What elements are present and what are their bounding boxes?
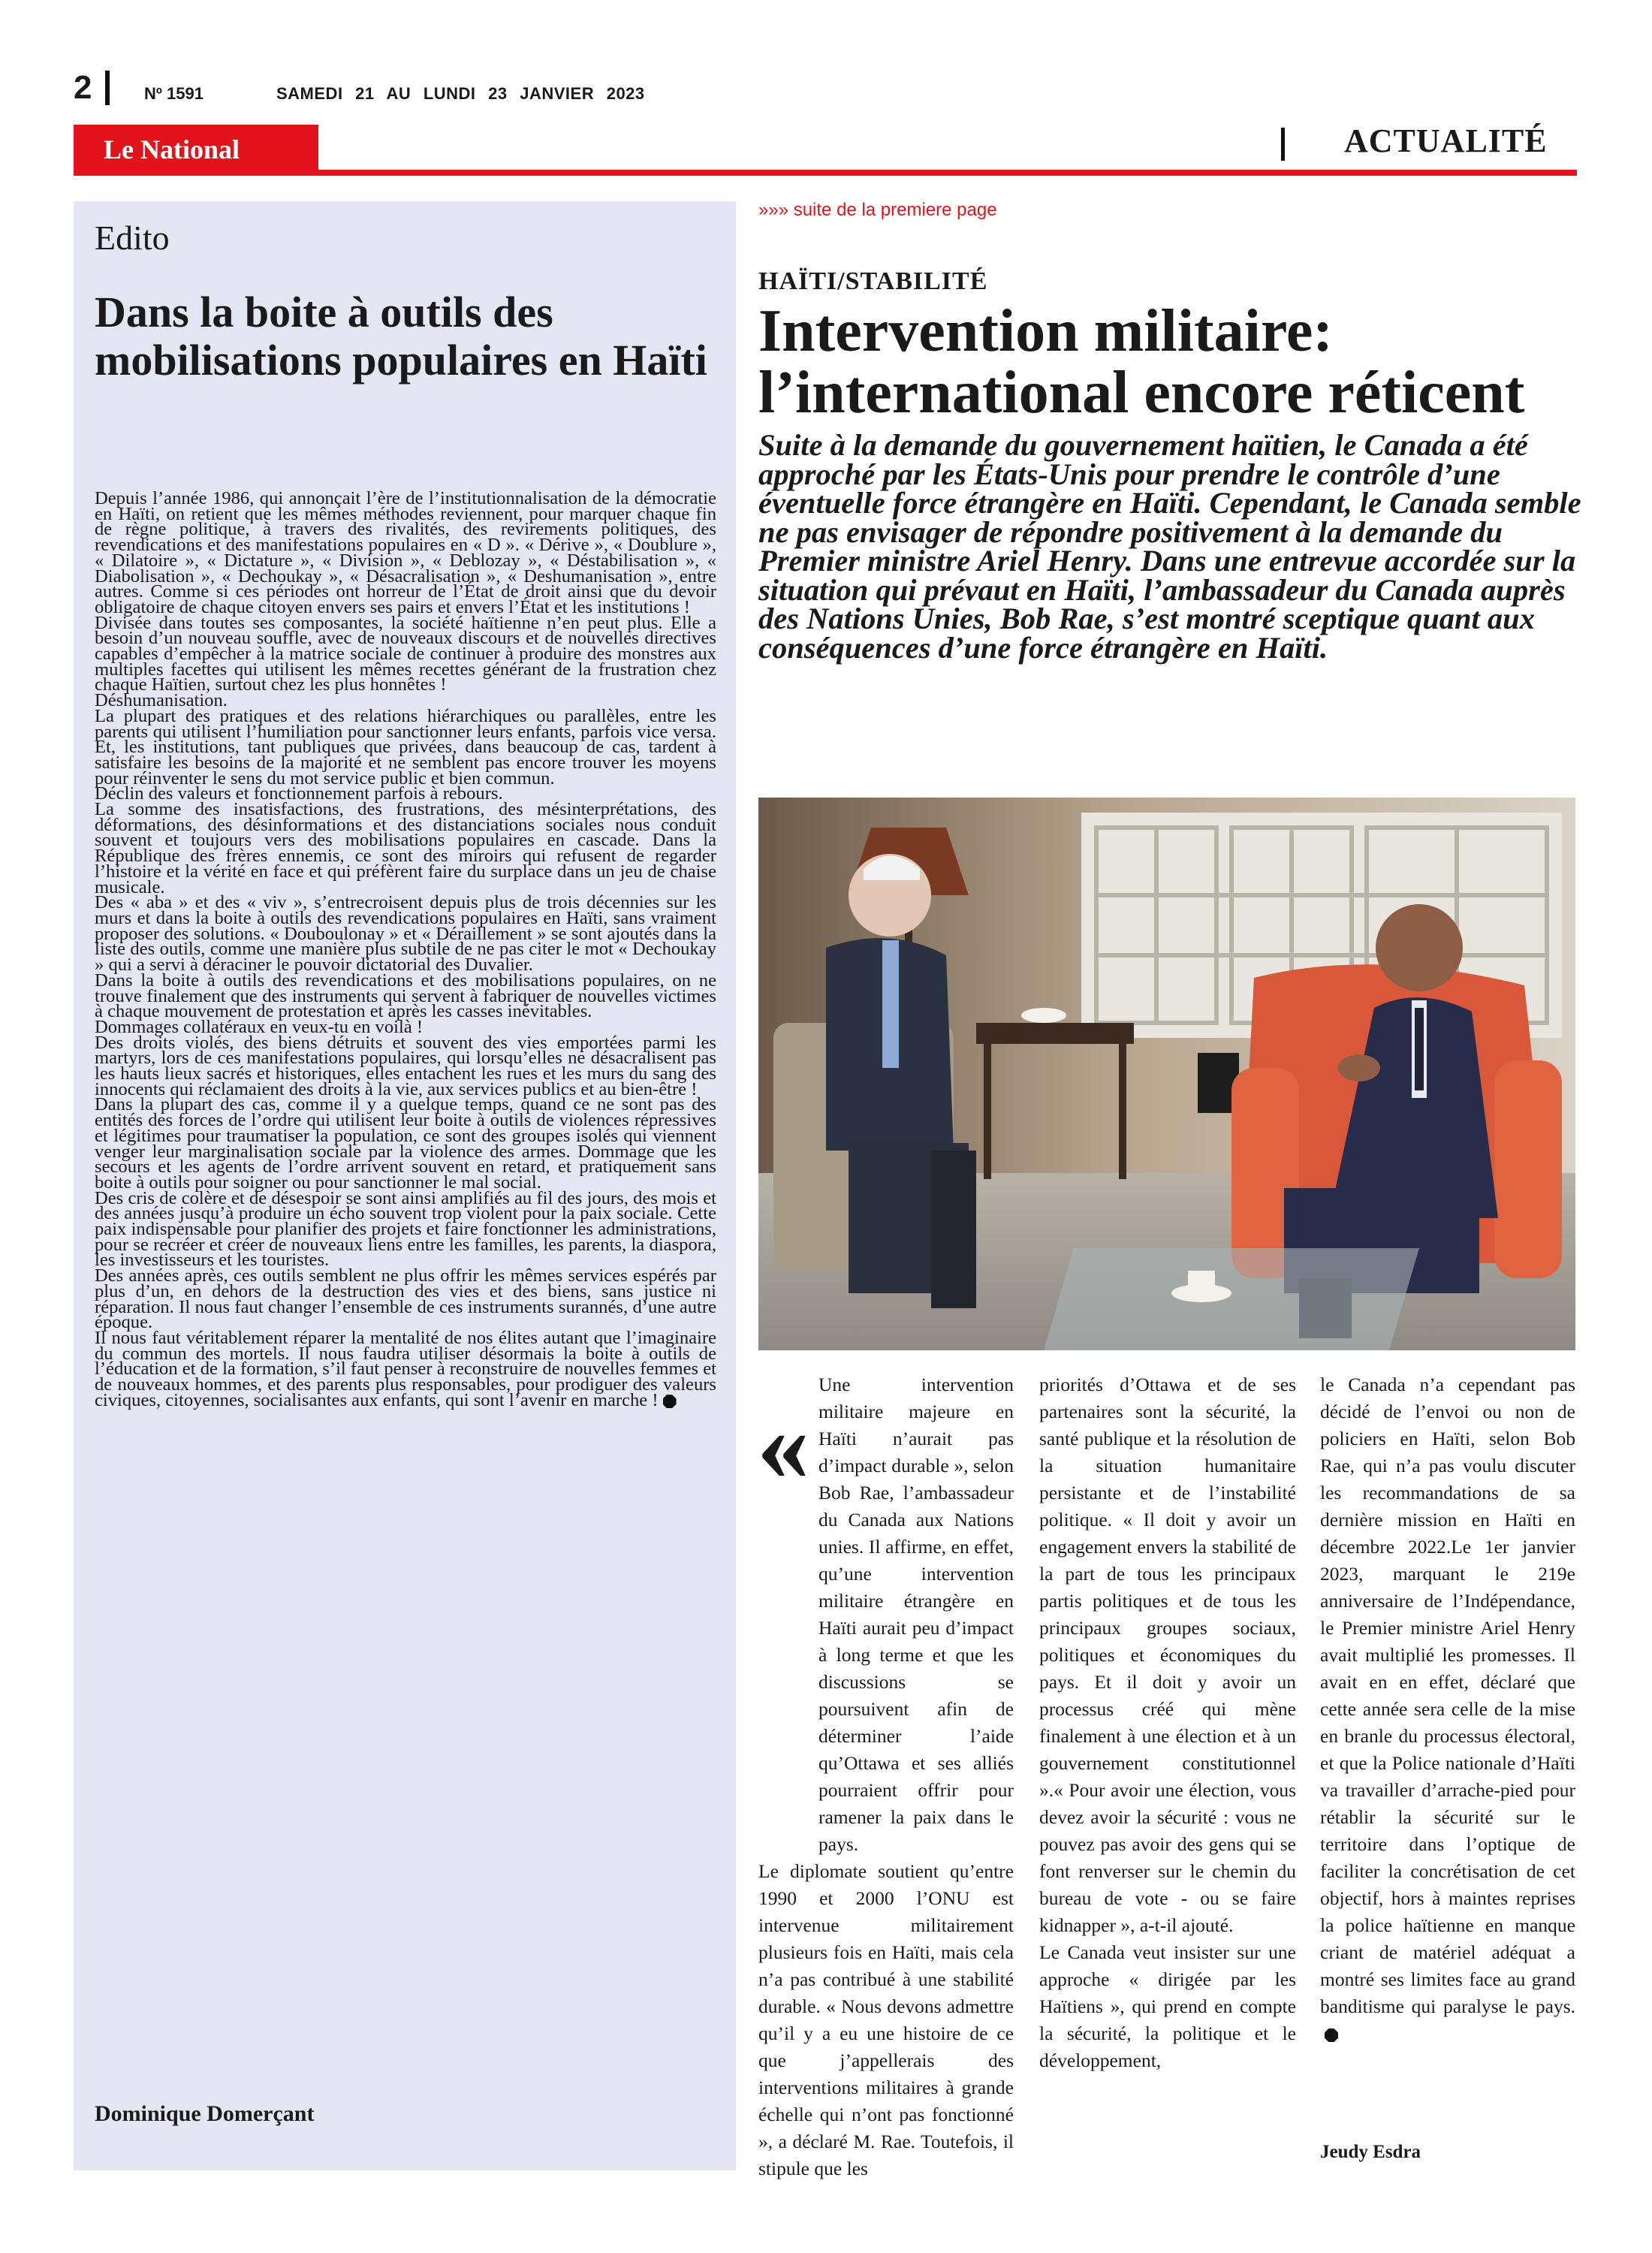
edito-paragraph: Dommages collatéraux en veux-tu en voilà ! xyxy=(95,1016,424,1037)
article-paragraph: priorités d’Ottawa et de ses partenaires sont la sécurité, la santé publique et la résolution de la situation humanitaire persistante et de l’instabilité politique. « Il doit y avoir un engagement envers la stabilité de la part de tous les principaux partis politiques et de tous les principaux groupes sociaux, politiques et économiques du pays. Et il doit y avoir un processus créé qui mène finalement à une élection et à un gouvernement constitutionnel ».« Pour avoir une élection, vous devez avoir la sécurité : vous ne pouvez pas avoir des gens qui se font renverser sur le chemin du bureau de vote - ou se faire kidnapper », a-t-il ajouté. xyxy=(1039,1374,1296,1936)
article-photo xyxy=(758,798,1575,1350)
edito-paragraph: La somme des insatisfactions, des frustrations, des mésinterprétations, des déformations, des désinformations et des distanciations sociales nous conduit souvent et toujours vers des mobilisations populaires en cascade. Dans la République des frères ennemis, ce sont des miroirs qui refusent de regarder l’histoire et la vérité en face et qui préfèrent faire du surplace dans un jeu de chaise musicale. xyxy=(95,799,716,897)
edito-paragraph: Déclin des valeurs et fonctionnement parfois à rebours. xyxy=(95,783,503,804)
article-paragraph: Le Canada veut insister sur une approche « dirigée par les Haïtiens », qui prend en compte la sécurité, la politique et le développement, xyxy=(1039,1941,1296,2071)
article-lead: Suite à la demande du gouvernement haïtien, le Canada a été approché par les États-Unis pour prendre le contrôle d’une éventuelle force étrangère en Haïti. Cependant, le Canada semble ne pas envisager de répondre positivement à la demande du Premier ministre Ariel Henry. Dans une entrevue accordée sur la situation qui prévaut en Haïti, l’ambassadeur du Canada auprès des Nations Unies, Bob Rae, s’est montré sceptique quant aux conséquences d’une force étrangère en Haïti. xyxy=(758,428,1581,665)
edito-paragraph: Depuis l’année 1986, qui annonçait l’ère de l’institutionnalisation de la démocratie en Haïti, on retient que les mêmes méthodes reviennent, pour marquer chaque fin de règne politique, à travers des rivalités, des revirements politiques, des revendications et des manifestations populaires en « D ». « Dérive », « Doublure », « Dilatoire », « Dictature », « Division », « Deblozay », « Déstabilisation », « Diabolisation », « Dechoukay », « Désacralisation », « Deshumanisation », entre autres. Comme si ces périodes ont horreur de l’État de droit ainsi que du devoir obligatoire de chaque citoyen envers ses pairs et envers l’État et les institutions ! xyxy=(95,488,716,617)
article-author: Jeudy Esdra xyxy=(1320,2142,1421,2162)
edito-paragraph: Des cris de colère et de désespoir se sont ainsi amplifiés au fil des jours, des mois et des années jusqu’à produire un écho souvent trop violent pour la paix sociale. Cette paix indispensable pour planifier des projets et faire fonctionner les administrations, pour se recréer et créer de nouveaux liens entre les familles, les parents, la diaspora, les investisseurs et les touristes. xyxy=(95,1187,716,1271)
article-kicker: HAÏTI/STABILITÉ xyxy=(758,267,988,295)
opening-quote-mark: « xyxy=(757,1386,809,1503)
edito-paragraph-last xyxy=(95,1327,716,1410)
article-column-1 xyxy=(758,1371,1014,2182)
article-column-2 xyxy=(1039,1371,1296,2074)
edito-paragraph: Des droits violés, des biens détruits et souvent des vies emportées parmi les martyrs, lors de ces manifestations populaires, qui lorsqu’elles ne désacralisent pas les hauts lieux sacrés et historiques, elles entachent les rues et les murs du sang des innocents qui réclamaient des droits à la vie, aux services publics et au bien-être ! xyxy=(95,1032,716,1099)
edito-paragraph-text: Il nous faut véritablement réparer la mentalité de nos élites autant que l’imaginaire du commun des mortels. Il nous faudra utiliser désormais la boite à outils de l’éducation et de la formation, s’il faut penser à reconstruire de nouvelles femmes et de nouveaux hommes, et des parents plus responsables, pour prodiguer des valeurs civiques, citoyennes, socialisantes aux enfants, qui sont l’avenir en marche ! xyxy=(95,1327,716,1410)
section-title: ACTUALITÉ xyxy=(1344,122,1548,159)
page-number-divider xyxy=(105,71,110,105)
article-paragraph-text: le Canada n’a cependant pas décidé de l’envoi ou non de policiers en Haïti, selon Bob Rae, qui n’a pas voulu discuter les recommandations de sa dernière mission en Haïti en décembre 2022.Le 1er janvier 2023, marquant le 219e anniversaire de l’Indépendance, le Premier ministre Ariel Henry avait multiplié les promesses. Il avait en en effet, déclaré que cette année sera celle de la mise en branle du processus électoral, et que la Police nationale d’Haïti va travailler d’arrache-pied pour rétablir la sécurité sur le territoire dans l’optique de faciliter la concrétisation de cet objectif, hors à maintes reprises la police haïtienne en manque criant de matériel adéquat a montré ses limites face au grand banditisme qui paralyse le pays. xyxy=(1320,1374,1575,2017)
edito-paragraph: Dans la plupart des cas, comme il y a quelque temps, quand ce ne sont pas des entités des forces de l’ordre qui utilisent leur boite à outils de violences répressives et légitimes pour traumatiser la population, ce sont des groupes isolés qui viennent venger leur marginalisation sociale par la violence des armes. Dommage que les secours et les agents de l’ordre arrivent souvent en retard, et pratiquement sans boite à outils pour soigner ou pour sanctionner le mal social. xyxy=(95,1094,716,1193)
edito-paragraph: Divisée dans toutes ses composantes, la société haïtienne n’en peut plus. Elle a besoin d’un nouveau souffle, avec de nouveaux discours et de nouvelles directives capables d’empêcher à la matrice sociale de continuer à produire des monstres aux multiples facettes qui utilisent les mêmes recettes générant de la frustration chez chaque Haïtien, surtout chez les plus honnêtes ! xyxy=(95,612,716,695)
end-of-article-icon xyxy=(663,1395,677,1408)
edito-paragraph: Des « aba » et des « viv », s’entrecroisent depuis plus de trois décennies sur les murs et dans la boite à outils des revendications populaires en Haïti, sans vraiment proposer des solutions. « Douboulonay » et « Déraillement » se sont ajoutés dans la liste des outils, comme une manière plus subtile de ne pas citer le mot « Dechoukay » qui a servi à déraciner le pouvoir dictatorial des Duvalier. xyxy=(95,892,716,976)
article-paragraph-last xyxy=(1320,1371,1575,2047)
edito-author: Dominique Domerçant xyxy=(95,2101,315,2126)
meeting-photo-illustration xyxy=(758,798,1575,1350)
article-headline: Intervention militaire: l’international encore réticent xyxy=(758,298,1525,426)
edito-paragraph: La plupart des pratiques et des relations hiérarchiques ou parallèles, entre les parents qui utilisent l’humiliation pour sanctionner leurs enfants, parfois vice versa. Et, les institutions, tant publiques que privées, dans beaucoup de cas, tardent à satisfaire les besoins de la majorité et ne semblent pas encore trouver les moyens pour réinventer le sens du mot service public et bien commun. xyxy=(95,705,716,789)
issue-date: SAMEDI 21 AU LUNDI 23 JANVIER 2023 xyxy=(276,84,645,103)
brand-name: Le National xyxy=(104,134,240,164)
issue-number: Nº 1591 xyxy=(144,84,203,103)
edito-paragraph: Des années après, ces outils semblent ne plus offrir les mêmes services espérés par plus d’un, en dehors de la destruction des vies et des biens, sans justice ni réparation. Il nous faut changer l’ensemble de ces instruments surannés, d’une autre époque. xyxy=(95,1265,716,1333)
header-rule xyxy=(74,170,1577,176)
section-divider xyxy=(1281,128,1285,161)
edito-paragraph: Dans la boite à outils des revendications et des mobilisations populaires, on ne trouve finalement que des instruments qui servent à fabriquer de nouvelles victimes à chaque mouvement de protestation et après les casses inévitables. xyxy=(95,970,716,1022)
article-paragraph: Une intervention militaire majeure en Haïti n’aurait pas d’impact durable », selon Bob Rae, l’ambassadeur du Canada aux Nations unies. Il affirme, en effet, qu’une intervention militaire étrangère en Haïti aurait peu d’impact à long terme et que les discussions se poursuivent afin de déterminer l’aide qu’Ottawa et ses alliés pourraient offrir pour ramener la paix dans le pays. xyxy=(818,1374,1014,1855)
page-number: 2 xyxy=(74,69,92,106)
article-paragraph: Le diplomate soutient qu’entre 1990 et 2000 l’ONU est intervenue militairement plusieurs fois en Haïti, mais cela n’a pas contribué à une stabilité durable. « Nous devons admettre qu’il y a eu une histoire de ce que j’appellerais des interventions militaires à grande échelle qui n’ont pas fonctionné », a déclaré M. Rae. Toutefois, il stipule que les xyxy=(758,1860,1014,2179)
continuation-note: »»» suite de la premiere page xyxy=(758,200,997,220)
end-of-article-icon xyxy=(1325,2028,1338,2042)
edito-label: Edito xyxy=(95,219,170,257)
edito-body xyxy=(95,488,716,1410)
edito-paragraph: Déshumanisation. xyxy=(95,690,228,711)
edito-title: Dans la boite à outils des mobilisations populaires en Haïti xyxy=(95,288,707,385)
article-column-3 xyxy=(1320,1371,1575,2047)
